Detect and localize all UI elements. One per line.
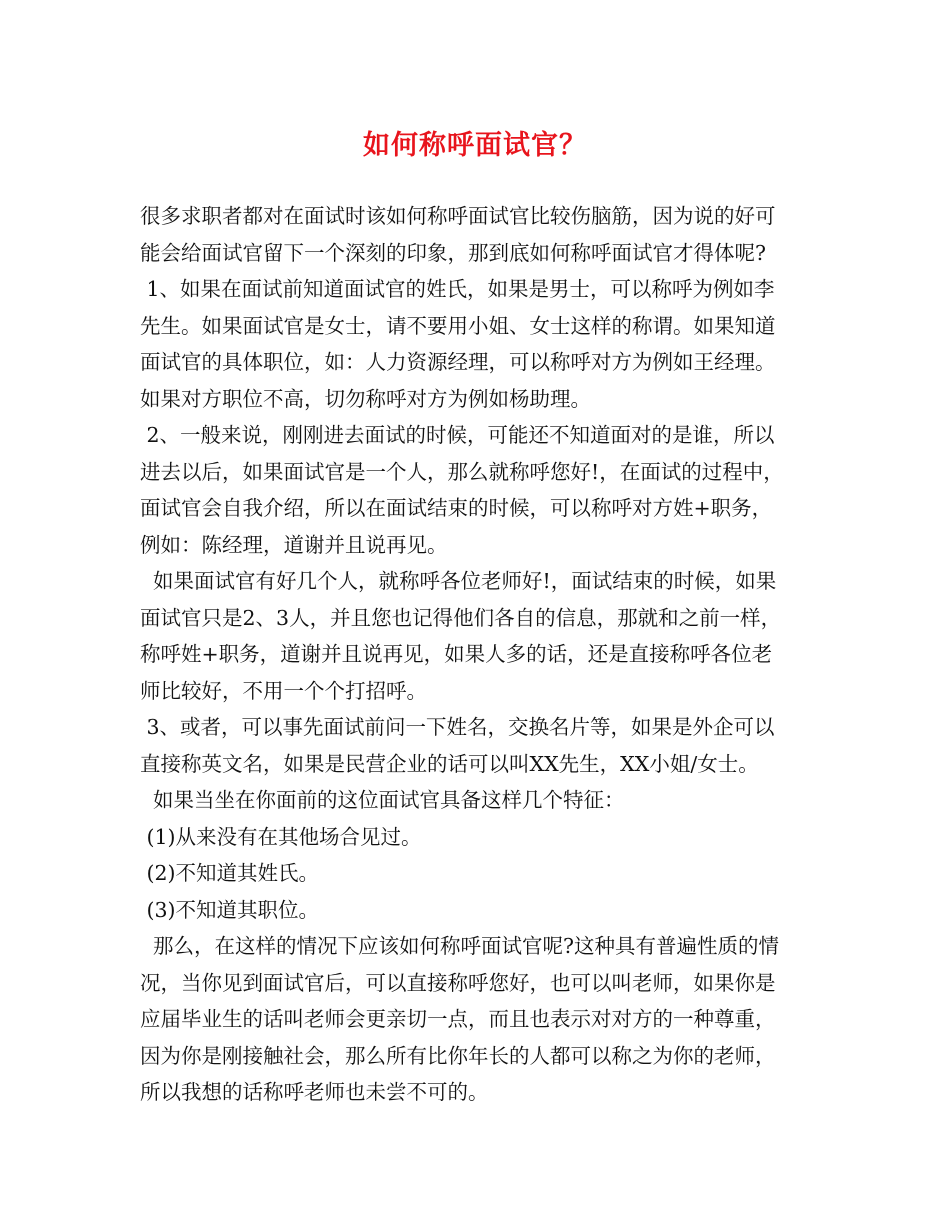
text-line: 况，当你见到面试官后，可以直接称呼您好，也可以叫老师，如果你是 — [140, 970, 776, 995]
text-line: 1、如果在面试前知道面试官的姓氏，如果是男士，可以称呼为例如李 — [140, 277, 775, 301]
text-line: 面试官只是2、3人，并且您也记得他们各自的信息，那就和之前一样， — [140, 605, 782, 630]
text-line: 那么，在这样的情况下应该如何称呼面试官呢?这种具有普遍性质的情 — [140, 934, 780, 958]
text-line: 进去以后，如果面试官是一个人，那么就称呼您好!，在面试的过程中， — [140, 459, 784, 484]
text-line: 所以我想的话称呼老师也未尝不可的。 — [140, 1080, 489, 1104]
text-line: 面试官会自我介绍，所以在面试结束的时候，可以称呼对方姓+职务， — [140, 496, 773, 520]
text-line: 2、一般来说，刚刚进去面试的时候，可能还不知道面对的是谁，所以 — [140, 423, 775, 447]
text-line: 先生。如果面试官是女士，请不要用小姐、女士这样的称谓。如果知道 — [140, 313, 776, 338]
text-line: 很多求职者都对在面试时该如何称呼面试官比较伤脑筋，因为说的好可 — [140, 204, 776, 228]
text-line: 师比较好，不用一个个打招呼。 — [140, 678, 427, 703]
text-line: (3)不知道其职位。 — [140, 897, 320, 922]
page-title: 如何称呼面试官？ — [363, 130, 587, 161]
text-line: 例如：陈经理，道谢并且说再见。 — [140, 532, 448, 557]
text-line: 如果对方职位不高，切勿称呼对方为例如杨助理。 — [140, 386, 591, 411]
text-line: 如果面试官有好几个人，就称呼各位老师好!，面试结束的时候，如果 — [140, 569, 777, 593]
text-line: 因为你是刚接触社会，那么所有比你年长的人都可以称之为你的老师， — [140, 1043, 776, 1068]
text-line: 称呼姓+职务，道谢并且说再见，如果人多的话，还是直接称呼各位老 — [140, 642, 773, 666]
text-line: 面试官的具体职位，如：人力资源经理，可以称呼对方为例如王经理。 — [140, 350, 776, 374]
text-line: 如果当坐在你面前的这位面试官具备这样几个特征： — [140, 788, 625, 812]
text-line: 能会给面试官留下一个深刻的印象，那到底如何称呼面试官才得体呢? — [140, 240, 766, 265]
text-line: (1)从来没有在其他场合见过。 — [140, 824, 422, 849]
document-body — [140, 198, 822, 1111]
text-line: 3、或者，可以事先面试前问一下姓名，交换名片等，如果是外企可以 — [140, 715, 775, 739]
text-line: (2)不知道其姓氏。 — [140, 861, 320, 885]
text-line: 应届毕业生的话叫老师会更亲切一点，而且也表示对对方的一种尊重， — [140, 1007, 776, 1031]
text-line: 直接称英文名，如果是民营企业的话可以叫XX先生，XX小姐/女士。 — [140, 751, 759, 776]
